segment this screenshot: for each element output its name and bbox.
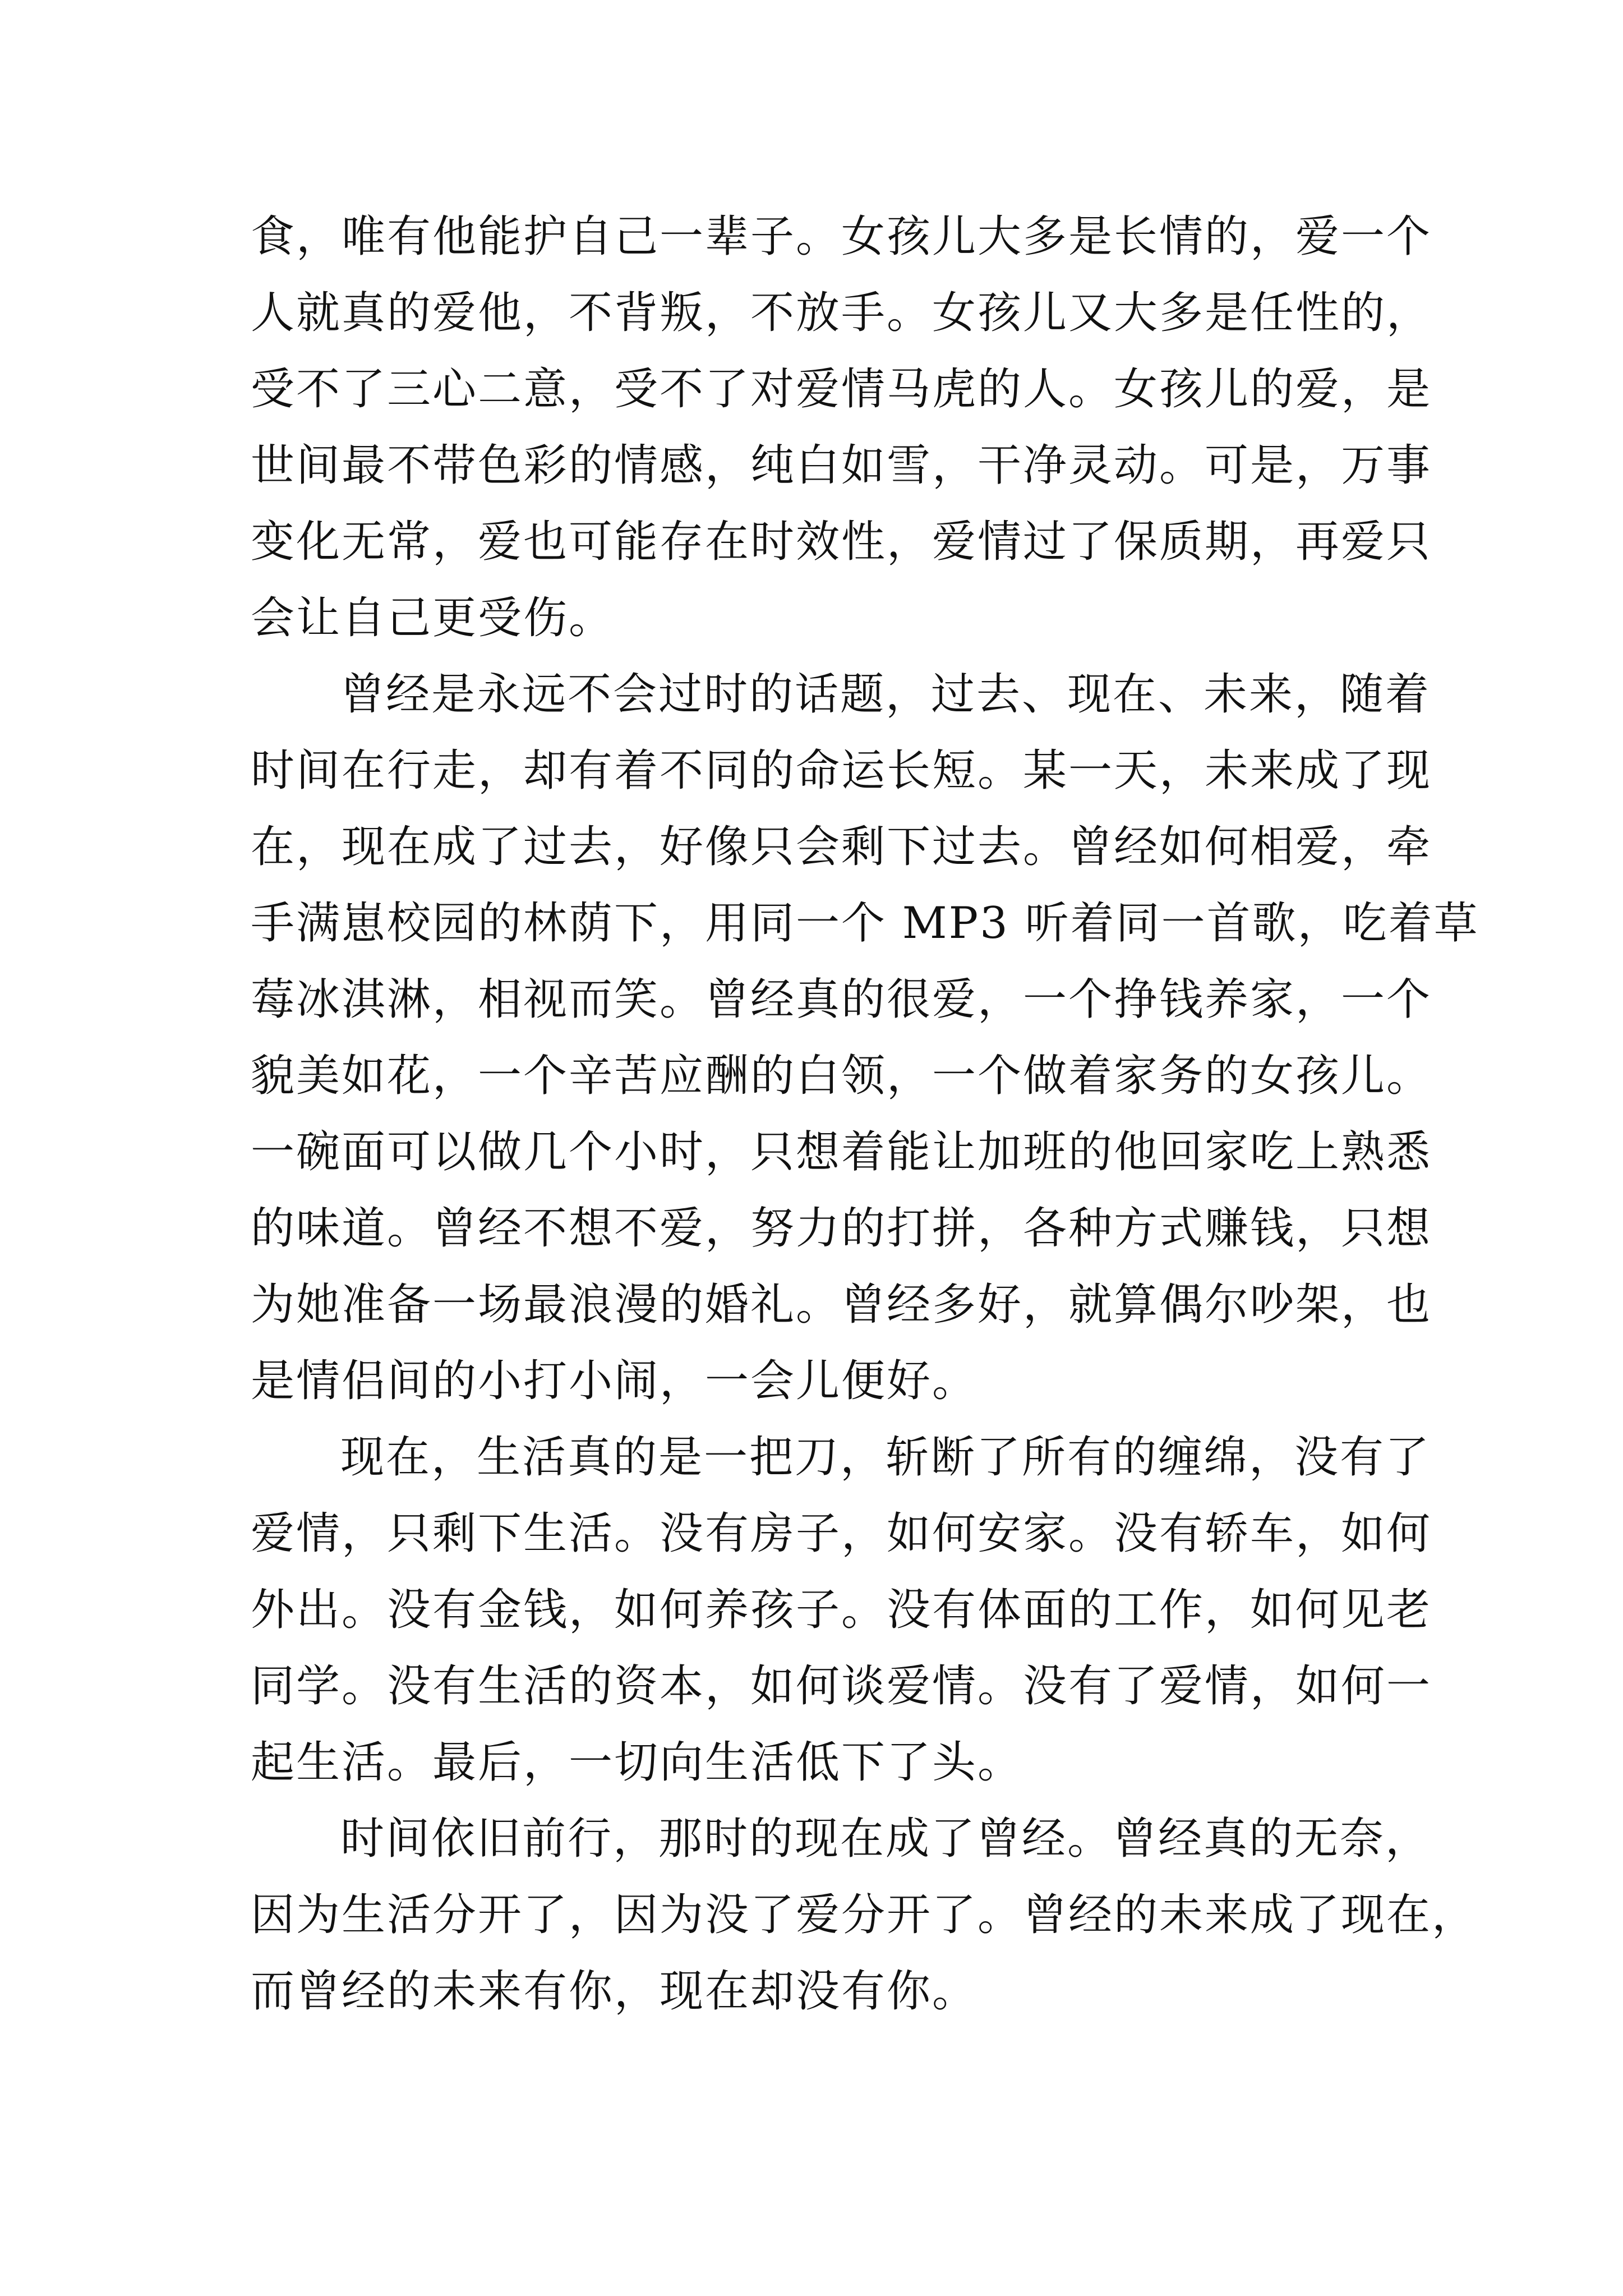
paragraph-line: 变化无常，爱也可能存在时效性，爱情过了保质期，再爱只 — [251, 517, 1432, 567]
paragraph-line: 因为生活分开了，因为没了爱分开了。曾经的未来成了现在， — [251, 1890, 1478, 1940]
paragraph-line: 莓冰淇淋，相视而笑。曾经真的很爱，一个挣钱养家，一个 — [251, 974, 1432, 1025]
paragraph-line: 时间在行走，却有着不同的命运长短。某一天，未来成了现 — [251, 746, 1432, 796]
paragraph-line: 在，现在成了过去，好像只会剩下过去。曾经如何相爱，牵 — [251, 822, 1432, 872]
paragraph-line: 会让自己更受伤。 — [251, 593, 615, 643]
paragraph-line: 而曾经的未来有你，现在却没有你。 — [251, 1966, 978, 2017]
document-body — [251, 199, 1479, 2030]
paragraph-line: 手满崽校园的林荫下，用同一个 MP3 听着同一首歌，吃着草 — [251, 898, 1479, 949]
paragraph-line: 外出。没有金钱，如何养孩子。没有体面的工作，如何见老 — [251, 1585, 1432, 1635]
paragraph-line: 世间最不带色彩的情感，纯白如雪，干净灵动。可是，万事 — [251, 440, 1432, 491]
paragraph-3 — [251, 1419, 1432, 1801]
paragraph-line: 人就真的爱他，不背叛，不放手。女孩儿又大多是任性的， — [251, 288, 1432, 338]
paragraph-line: 起生活。最后，一切向生活低下了头。 — [251, 1737, 1023, 1788]
paragraph-line: 为她准备一场最浪漫的婚礼。曾经多好，就算偶尔吵架，也 — [251, 1280, 1432, 1330]
paragraph-2 — [251, 656, 1479, 1419]
paragraph-4 — [251, 1801, 1478, 2030]
paragraph-line: 现在，生活真的是一把刀，斩断了所有的缠绵，没有了 — [340, 1432, 1431, 1483]
paragraph-line: 一碗面可以做几个小时，只想着能让加班的他回家吃上熟悉 — [251, 1127, 1432, 1177]
paragraph-1 — [251, 199, 1432, 656]
paragraph-line: 受不了三心二意，受不了对爱情马虎的人。女孩儿的爱，是 — [251, 364, 1432, 415]
paragraph-line: 食，唯有他能护自己一辈子。女孩儿大多是长情的，爱一个 — [251, 211, 1432, 262]
paragraph-line: 同学。没有生活的资本，如何谈爱情。没有了爱情，如何一 — [251, 1661, 1432, 1711]
paragraph-line: 爱情，只剩下生活。没有房子，如何安家。没有轿车，如何 — [251, 1508, 1432, 1559]
paragraph-line: 的味道。曾经不想不爱，努力的打拼，各种方式赚钱，只想 — [251, 1203, 1432, 1254]
paragraph-line: 曾经是永远不会过时的话题，过去、现在、未来，随着 — [340, 669, 1431, 720]
paragraph-line: 时间依旧前行，那时的现在成了曾经。曾经真的无奈， — [340, 1814, 1431, 1864]
paragraph-line: 是情侣间的小打小闹，一会儿便好。 — [251, 1356, 978, 1406]
paragraph-line: 貌美如花，一个辛苦应酬的白领，一个做着家务的女孩儿。 — [251, 1051, 1432, 1101]
